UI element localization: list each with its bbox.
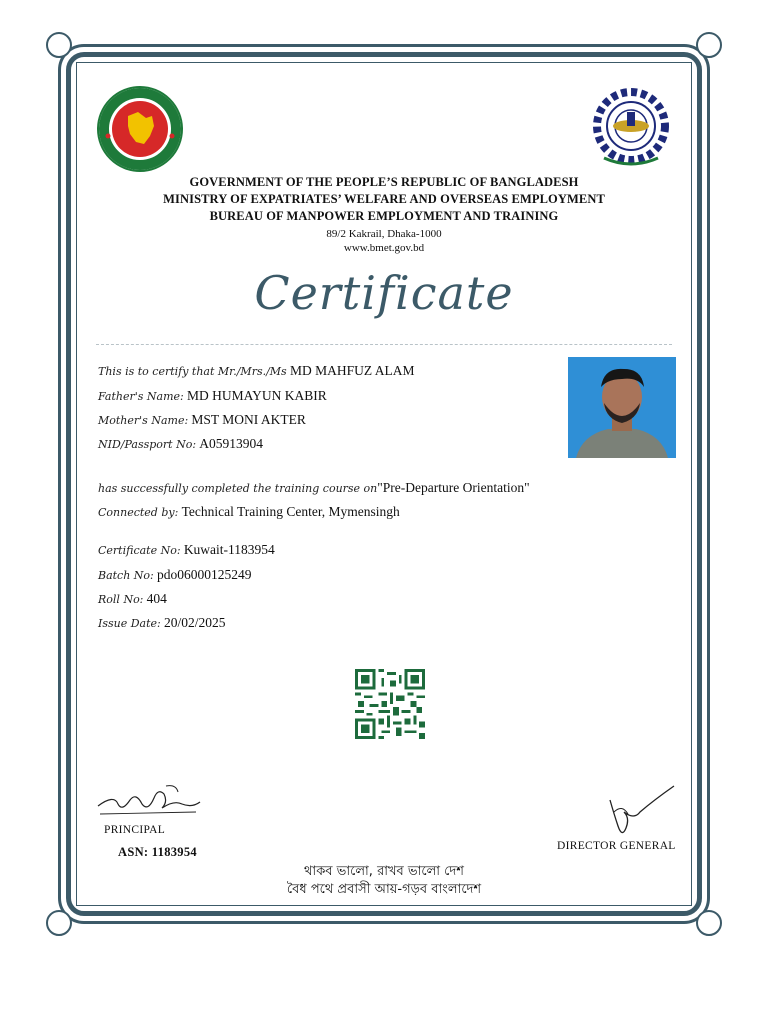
- header-bureau: BUREAU OF MANPOWER EMPLOYMENT AND TRAINING: [209, 209, 559, 223]
- batch-row: [98, 567, 252, 583]
- principal-signature: [96, 782, 206, 822]
- corner-ornament: [696, 910, 722, 936]
- issue-date-label: Issue Date:: [98, 617, 161, 630]
- footer-slogan-1: থাকব ভালো, রাখব ভালো দেশ: [304, 864, 464, 879]
- principal-label: PRINCIPAL: [104, 824, 166, 836]
- director-signature: [604, 784, 678, 840]
- mother-row: [98, 412, 306, 428]
- nid-label: NID/Passport No:: [98, 438, 197, 451]
- government-seal-logo: [94, 86, 186, 172]
- course-row: [98, 480, 530, 496]
- certify-label: This is to certify that Mr./Mrs./Ms: [98, 365, 287, 378]
- qr-code: [354, 669, 426, 739]
- training-center: Technical Training Center, Mymensingh: [181, 504, 400, 519]
- completed-label: has successfully completed the training course on: [98, 482, 378, 495]
- holder-photo: [568, 357, 676, 458]
- asn-number: ASN: 1183954: [118, 845, 197, 859]
- header-ministry: MINISTRY OF EXPATRIATES’ WELFARE AND OVERSEAS EMPLOYMENT: [163, 192, 605, 206]
- batch-label: Batch No:: [98, 569, 154, 582]
- mother-label: Mother's Name:: [98, 414, 189, 427]
- mother-name: MST MONI AKTER: [191, 412, 306, 427]
- father-row: [98, 388, 327, 404]
- batch-no: pdo06000125249: [157, 567, 252, 582]
- course-name: "Pre-Departure Orientation": [377, 480, 530, 495]
- corner-ornament: [46, 32, 72, 58]
- father-name: MD HUMAYUN KABIR: [186, 388, 327, 403]
- issue-date-row: [98, 615, 226, 631]
- father-label: Father's Name:: [98, 390, 184, 403]
- header-website: www.bmet.gov.bd: [343, 242, 425, 254]
- divider: [96, 344, 672, 345]
- certificate-title: Certificate: [254, 266, 514, 320]
- bmet-emblem-logo: [590, 88, 672, 170]
- header-address: 89/2 Kakrail, Dhaka-1000: [326, 228, 442, 240]
- connected-label: Connected by:: [98, 506, 179, 519]
- name-row: [98, 363, 414, 379]
- connected-row: [98, 504, 400, 520]
- director-general-label: DIRECTOR GENERAL: [557, 840, 676, 852]
- certificate-no-row: [98, 542, 275, 558]
- roll-no: 404: [146, 591, 167, 606]
- nid-value: A05913904: [199, 436, 264, 451]
- certificate-no-label: Certificate No:: [98, 544, 181, 557]
- issue-date: 20/02/2025: [164, 615, 226, 630]
- corner-ornament: [696, 32, 722, 58]
- roll-row: [98, 591, 167, 607]
- header-government: GOVERNMENT OF THE PEOPLE’S REPUBLIC OF BANGLADESH: [189, 175, 579, 189]
- corner-ornament: [46, 910, 72, 936]
- certificate-no: Kuwait-1183954: [183, 542, 275, 557]
- holder-name: MD MAHFUZ ALAM: [289, 363, 415, 378]
- roll-label: Roll No:: [98, 593, 144, 606]
- nid-row: [98, 436, 263, 452]
- footer-slogan-2: বৈধ পথে প্রবাসী আয়-গড়ব বাংলাদেশ: [286, 882, 482, 897]
